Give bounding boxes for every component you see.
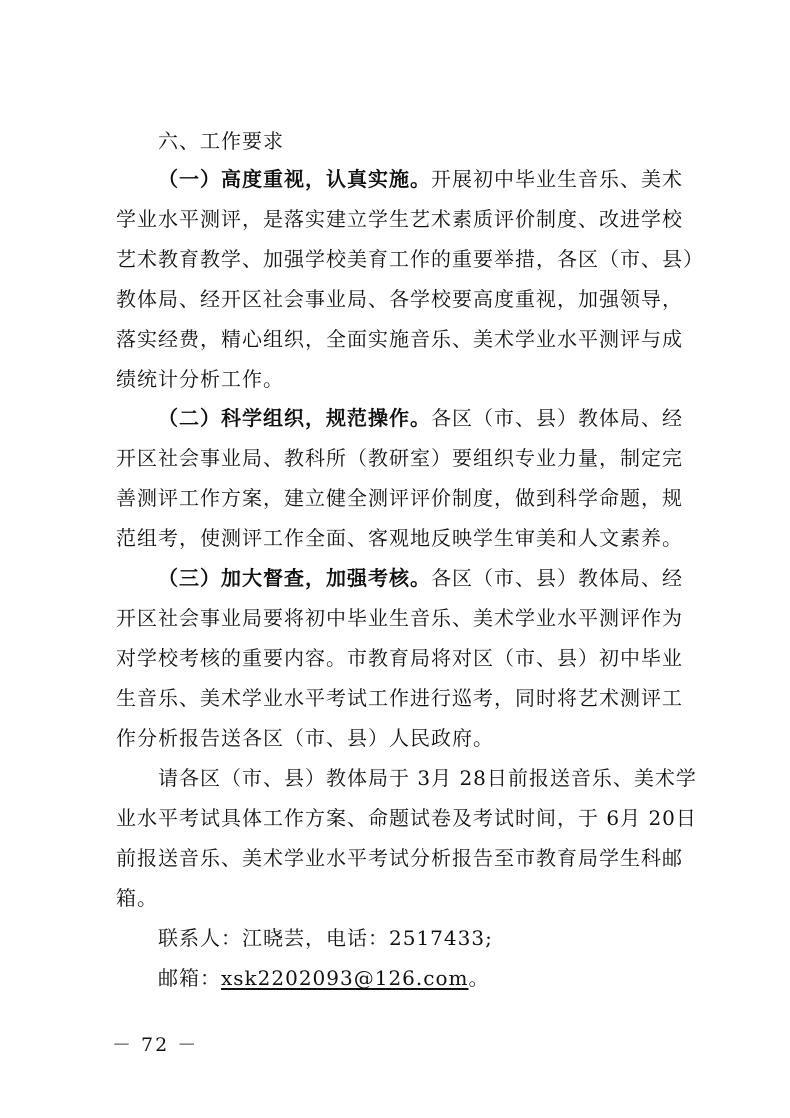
paragraph-3-line-5: 作分析报告送各区（市、县）人民政府。 [116, 726, 494, 750]
paragraph-2-line-3: 善测评工作方案，建立健全测评评价制度，做到科学命题，规 [116, 486, 683, 510]
paragraph-2-lead: （二）科学组织，规范操作。 [158, 406, 431, 430]
paragraph-1-line-1 [158, 166, 683, 192]
paragraph-1-line-6: 绩统计分析工作。 [116, 367, 284, 391]
paragraph-4-line-1: 请各区（市、县）教体局于 3月 28日前报送音乐、美术学 [158, 766, 697, 790]
paragraph-3-lead: （三）加大督查，加强考核。 [158, 566, 431, 590]
paragraph-1-line-3: 艺术教育教学、加强学校美育工作的重要举措，各区（市、县） [116, 247, 704, 271]
email-label: 邮箱： [158, 966, 221, 990]
paragraph-4-line-4: 箱。 [116, 886, 158, 910]
paragraph-3-line-4: 生音乐、美术学业水平考试工作进行巡考，同时将艺术测评工 [116, 686, 683, 710]
paragraph-1-line-5: 落实经费，精心组织，全面实施音乐、美术学业水平测评与成 [116, 327, 683, 351]
email-line [158, 965, 489, 991]
paragraph-2-line-4: 范组考，使测评工作全面、客观地反映学生审美和人文素养。 [116, 526, 683, 550]
paragraph-1-text: 开展初中毕业生音乐、美术 [431, 167, 683, 191]
paragraph-3-line-3: 对学校考核的重要内容。市教育局将对区（市、县）初中毕业 [116, 646, 683, 670]
paragraph-3-text: 各区（市、县）教体局、经 [431, 566, 683, 590]
paragraph-3-line-2: 开区社会事业局要将初中毕业生音乐、美术学业水平测评作为 [116, 606, 683, 630]
paragraph-2-line-2: 开区社会事业局、教科所（教研室）要组织专业力量，制定完 [116, 446, 683, 470]
email-link[interactable]: xsk2202093@126.com [221, 966, 469, 990]
paragraph-2-text: 各区（市、县）教体局、经 [431, 406, 683, 430]
paragraph-3-line-1 [158, 565, 683, 591]
email-end: 。 [468, 966, 490, 990]
contact-line: 联系人：江晓芸，电话：2517433; [158, 926, 493, 950]
paragraph-4-line-3: 前报送音乐、美术学业水平考试分析报告至市教育局学生科邮 [116, 846, 683, 870]
paragraph-4-line-2: 业水平考试具体工作方案、命题试卷及考试时间，于 6月 20日 [116, 806, 697, 830]
paragraph-1-line-4: 教体局、经开区社会事业局、各学校要高度重视，加强领导， [116, 287, 683, 311]
section-heading: 六、工作要求 [158, 129, 284, 153]
paragraph-1-line-2: 学业水平测评，是落实建立学生艺术素质评价制度、改进学校 [116, 207, 683, 231]
paragraph-1-lead: （一）高度重视，认真实施。 [158, 167, 431, 191]
paragraph-2-line-1 [158, 405, 683, 431]
page-number: － 72 － [112, 1034, 199, 1056]
